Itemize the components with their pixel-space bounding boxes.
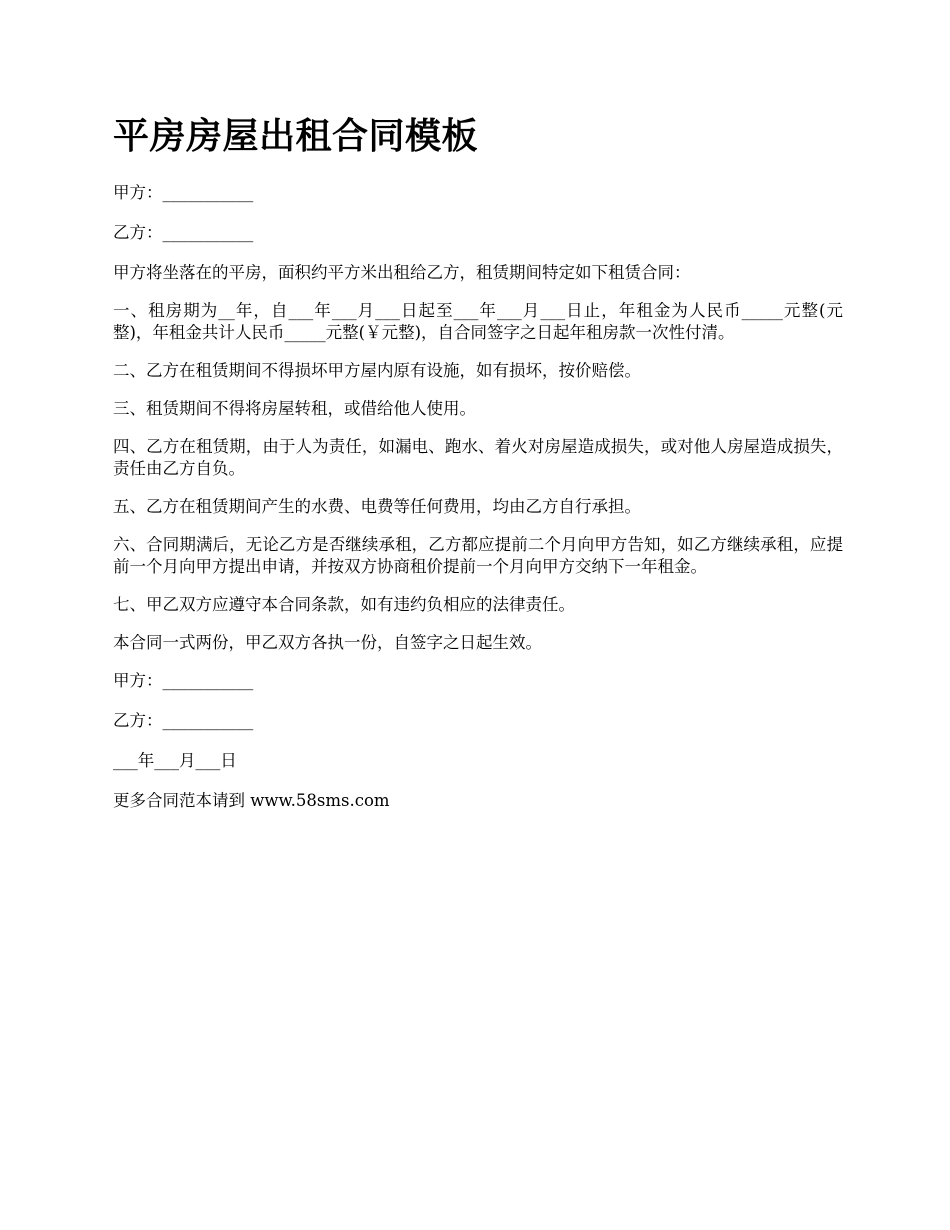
clause-2: 二、乙方在租赁期间不得损坏甲方屋内原有设施，如有损坏，按价赔偿。: [113, 361, 641, 380]
clause-7: 七、甲乙双方应遵守本合同条款，如有违约负相应的法律责任。: [113, 595, 575, 614]
party-a-signature-line: 甲方：___________: [113, 183, 254, 202]
clause-4: 四、乙方在租赁期，由于人为责任，如漏电、跑水、着火对房屋造成损失，或对他人房屋造成损失，责任由乙方自负。: [113, 437, 843, 478]
party-a-signature-line-bottom: 甲方：___________: [113, 671, 254, 690]
clause-6: 六、合同期满后，无论乙方是否继续承租，乙方都应提前二个月向甲方告知，如乙方继续承租，应提前一个月向甲方提出申请，并按双方协商租价提前一个月向甲方交纳下一年租金。: [113, 535, 843, 576]
clause-1: 一、租房期为__年，自___年___月___日起至___年___月___日止，年租金为人民币_____元整(元整)，年租金共计人民币_____元整(￥元整)，自合同签字之日起年租房款一次性付清。: [113, 301, 843, 342]
clause-5: 五、乙方在租赁期间产生的水费、电费等任何费用，均由乙方自行承担。: [113, 497, 641, 516]
copies-note: 本合同一式两份，甲乙双方各执一份，自签字之日起生效。: [113, 633, 542, 652]
footer-note: 更多合同范本请到 www.58sms.com: [113, 791, 390, 810]
intro-paragraph: 甲方将坐落在的平房，面积约平方米出租给乙方，租赁期间特定如下租赁合同：: [113, 263, 691, 282]
party-b-signature-line-bottom: 乙方：___________: [113, 711, 254, 730]
party-b-signature-line: 乙方：___________: [113, 223, 254, 242]
page-title: 平房房屋出租合同模板: [113, 115, 479, 157]
clause-3: 三、租赁期间不得将房屋转租，或借给他人使用。: [113, 399, 476, 418]
date-line: ___年___月___日: [113, 751, 237, 770]
document-body: [113, 112, 843, 830]
